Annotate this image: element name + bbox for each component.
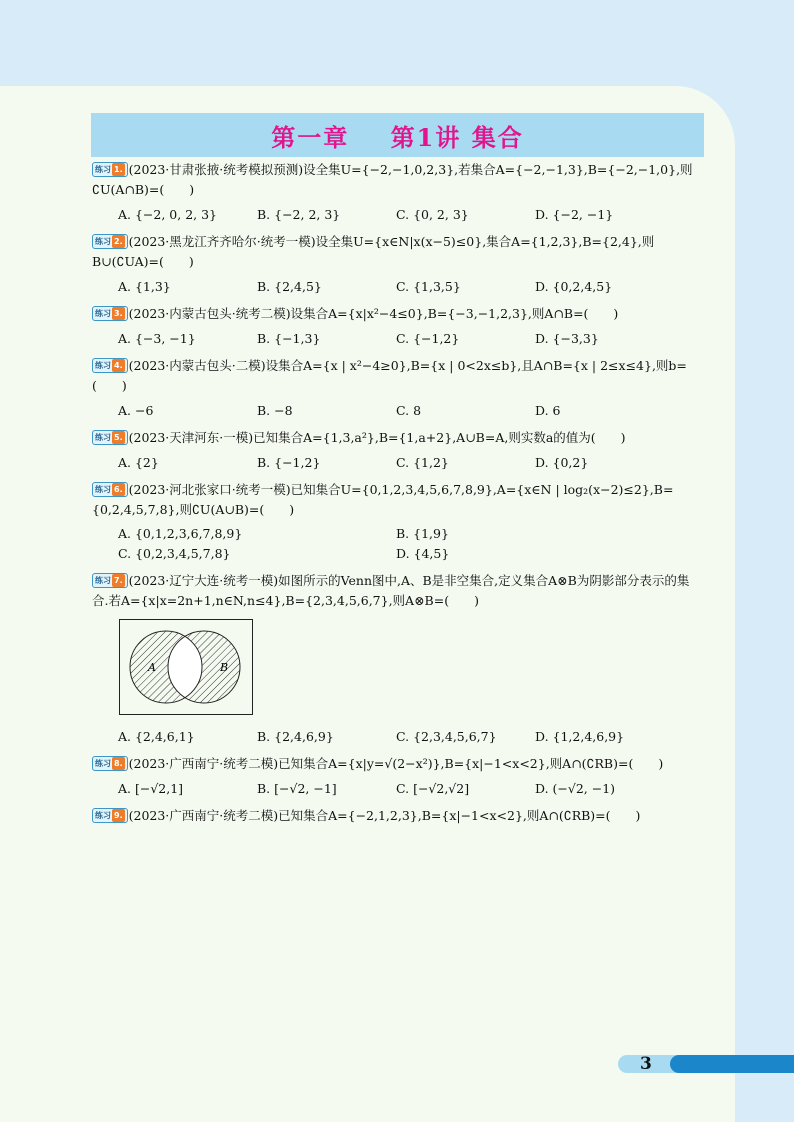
exercise-badge: 练习 3. (92, 306, 128, 321)
options-row (92, 205, 704, 225)
exercise-badge: 练习 9. (92, 808, 128, 823)
option-a: A. {−2, 0, 2, 3} (118, 207, 218, 222)
options-row (92, 401, 704, 421)
option-d: D. (−√2, −1) (535, 781, 616, 796)
option-a: A. [−√2,1] (118, 781, 184, 796)
option-b: B. −8 (257, 403, 293, 418)
option-b: B. {2,4,5} (257, 279, 322, 294)
problem-9 (92, 806, 704, 826)
option-c: C. {0, 2, 3} (396, 207, 469, 222)
page-number-tab-dark (670, 1055, 794, 1073)
exercise-badge: 练习 1. (92, 162, 128, 177)
page-number: 3 (640, 1054, 652, 1074)
problem-stem: 练习 1. (2023·甘肃张掖·统考模拟预测)设全集U={−2,−1,0,2,3},若集合A={−2,−1,3},B={−2,−1,0},则∁U(A∩B)=( ) (92, 162, 693, 197)
problem-8 (92, 754, 704, 799)
exercise-badge: 练习 5. (92, 430, 128, 445)
option-d: D. {0,2} (535, 455, 589, 470)
option-a: A. {−3, −1} (118, 331, 196, 346)
problem-2 (92, 232, 704, 297)
option-c: C. {−1,2} (396, 331, 460, 346)
option-d: D. {4,5} (396, 546, 450, 561)
option-a: A. {0,1,2,3,6,7,8,9} (118, 526, 243, 541)
problem-5 (92, 428, 704, 473)
options-row (92, 277, 704, 297)
options-row (92, 329, 704, 349)
option-c: C. 8 (396, 403, 422, 418)
problem-stem: 练习 7. (2023·辽宁大连·统考一模)如图所示的Venn图中,A、B是非空集合,定义集合A⊗B为阴影部分表示的集合.若A={x|x=2n+1,n∈N,n≤4},B={2,3,4,5,6,7},则A⊗B=( ) (92, 573, 690, 608)
venn-label-a: A (148, 661, 156, 674)
problem-stem: 练习 4. (2023·内蒙古包头·二模)设集合A={x | x²−4≥0},B={x | 0<2x≤b},且A∩B={x | 2≤x≤4},则b=( ) (92, 358, 687, 393)
venn-diagram (119, 619, 253, 715)
option-b: B. {−1,3} (257, 331, 321, 346)
problem-4 (92, 356, 704, 421)
option-b: B. {1,9} (396, 526, 449, 541)
problem-list (92, 158, 704, 826)
option-b: B. [−√2, −1] (257, 781, 337, 796)
option-c: C. {1,3,5} (396, 279, 461, 294)
options-grid (92, 524, 704, 564)
option-d: D. {0,2,4,5} (535, 279, 613, 294)
option-b: B. {−2, 2, 3} (257, 207, 341, 222)
exercise-badge: 练习 8. (92, 756, 128, 771)
problem-stem: 练习 2. (2023·黑龙江齐齐哈尔·统考一模)设全集U={x∈N|x(x−5)≤0},集合A={1,2,3},B={2,4},则B∪(∁UA)=( ) (92, 234, 655, 269)
exercise-badge: 练习 4. (92, 358, 128, 373)
option-c: C. {1,2} (396, 455, 449, 470)
options-row (92, 727, 704, 747)
exercise-badge: 练习 2. (92, 234, 128, 249)
exercise-badge: 练习 7. (92, 573, 128, 588)
option-d: D. {−3,3} (535, 331, 599, 346)
option-c: C. [−√2,√2] (396, 781, 470, 796)
title-banner (91, 113, 704, 157)
venn-svg (120, 620, 252, 714)
page-title: 第一章 第1讲 集合 (271, 122, 524, 152)
option-d: D. {−2, −1} (535, 207, 614, 222)
problem-7 (92, 571, 704, 747)
problem-stem: 练习 6. (2023·河北张家口·统考一模)已知集合U={0,1,2,3,4,5,6,7,8,9},A={x∈N | log₂(x−2)≤2},B={0,2,4,5,7,8},则∁U(A∪B)=( ) (92, 482, 674, 517)
problem-stem: 练习 3. (2023·内蒙古包头·统考二模)设集合A={x|x²−4≤0},B={−3,−1,2,3},则A∩B=( ) (92, 304, 704, 324)
option-a: A. {2,4,6,1} (118, 729, 195, 744)
problem-1 (92, 160, 704, 225)
page-number-bar (618, 1053, 794, 1075)
problem-3 (92, 304, 704, 349)
option-c: C. {2,3,4,5,6,7} (396, 729, 497, 744)
options-row (92, 453, 704, 473)
exercise-badge: 练习 6. (92, 482, 128, 497)
option-a: A. {1,3} (118, 279, 171, 294)
option-d: D. 6 (535, 403, 561, 418)
problem-stem: 练习 5. (2023·天津河东·一模)已知集合A={1,3,a²},B={1,a+2},A∪B=A,则实数a的值为( ) (92, 428, 704, 448)
problem-stem: 练习 8. (2023·广西南宁·统考二模)已知集合A={x|y=√(2−x²)},B={x|−1<x<2},则A∩(∁RB)=( ) (92, 754, 704, 774)
option-c: C. {0,2,3,4,5,7,8} (118, 546, 231, 561)
venn-label-b: B (220, 661, 229, 674)
option-b: B. {2,4,6,9} (257, 729, 334, 744)
problem-6 (92, 480, 704, 564)
problem-stem: 练习 9. (2023·广西南宁·统考二模)已知集合A={−2,1,2,3},B={x|−1<x<2},则A∩(∁RB)=( ) (92, 806, 704, 826)
option-d: D. {1,2,4,6,9} (535, 729, 625, 744)
option-a: A. −6 (118, 403, 154, 418)
option-b: B. {−1,2} (257, 455, 321, 470)
option-a: A. {2} (118, 455, 159, 470)
options-row (92, 779, 704, 799)
